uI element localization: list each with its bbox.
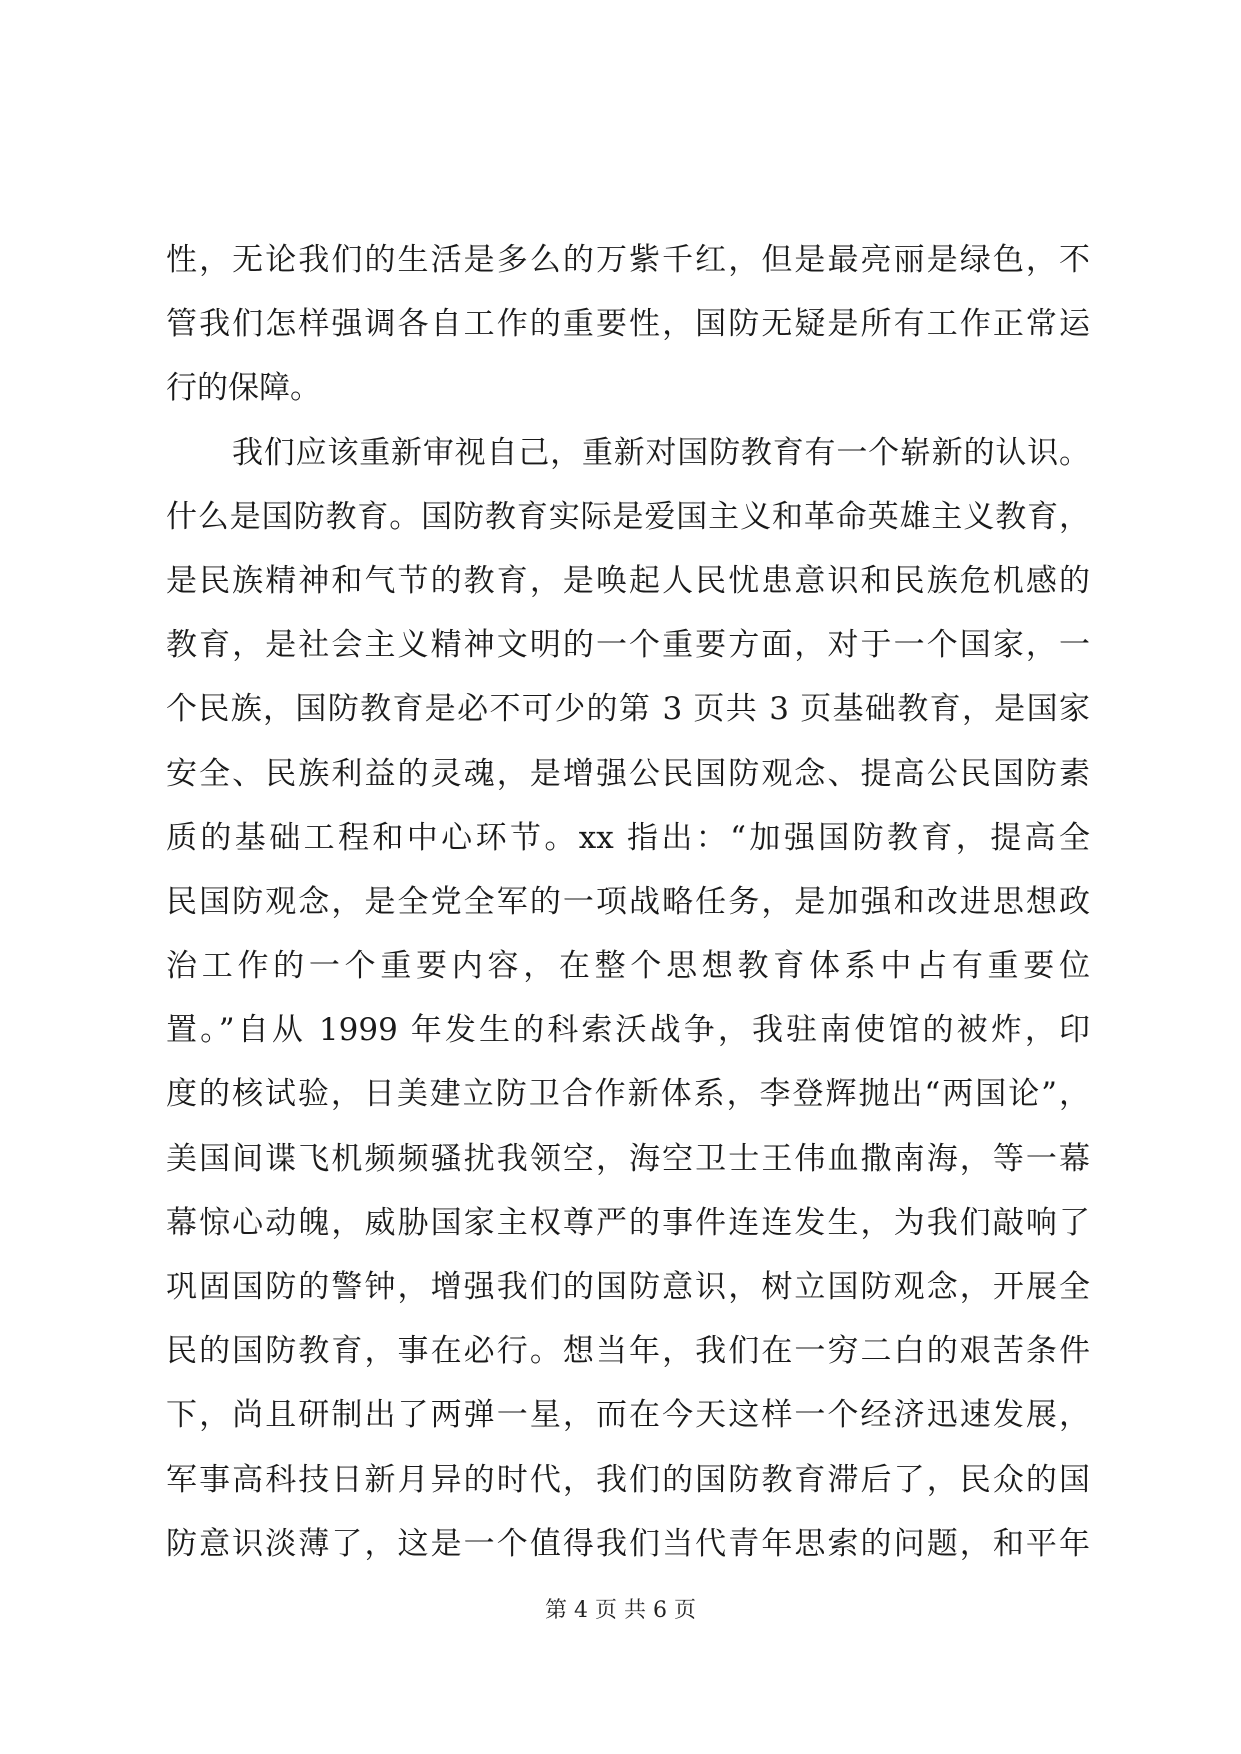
text-line: 巩固国防的警钟，增强我们的国防意识，树立国防观念，开展全	[166, 1269, 1090, 1305]
text-line: 民的国防教育，事在必行。想当年，我们在一穷二白的艰苦条件	[166, 1333, 1090, 1370]
text-line: 幕惊心动魄，威胁国家主权尊严的事件连连发生，为我们敲响了	[166, 1204, 1090, 1241]
text-line: 个民族，国防教育是必不可少的第 3 页共 3 页基础教育，是国家	[166, 691, 1090, 728]
text-line: 安全、民族利益的灵魂，是增强公民国防观念、提高公民国防素	[166, 755, 1090, 792]
text-line: 性，无论我们的生活是多么的万紫千红，但是最亮丽是绿色，不	[166, 242, 1090, 278]
text-line: 防意识淡薄了，这是一个值得我们当代青年思索的问题，和平年	[166, 1525, 1090, 1562]
text-line: 我们应该重新审视自己，重新对国防教育有一个崭新的认识。	[232, 434, 1090, 471]
text-line: 民国防观念，是全党全军的一项战略任务，是加强和改进思想政	[166, 883, 1090, 920]
text-line: 什么是国防教育。国防教育实际是爱国主义和革命英雄主义教育，	[166, 498, 1090, 535]
text-line: 行的保障。	[166, 370, 321, 407]
page-number-label: 第 4 页 共 6 页	[545, 1598, 696, 1623]
text-line: 治工作的一个重要内容，在整个思想教育体系中占有重要位	[166, 948, 1090, 985]
text-line: 军事高科技日新月异的时代，我们的国防教育滞后了，民众的国	[166, 1461, 1090, 1498]
text-line: 美国间谍飞机频频骚扰我领空，海空卫士王伟血撒南海，等一幕	[166, 1140, 1090, 1177]
text-line: 置。”自从 1999 年发生的科索沃战争，我驻南使馆的被炸，印	[166, 1012, 1090, 1049]
text-line: 质的基础工程和中心环节。xx 指出：“加强国防教育，提高全	[166, 819, 1090, 856]
text-line: 教育，是社会主义精神文明的一个重要方面，对于一个国家，一	[166, 627, 1090, 664]
text-line: 下，尚且研制出了两弹一星，而在今天这样一个经济迅速发展，	[166, 1397, 1090, 1434]
document-body	[166, 228, 1090, 1576]
text-line: 度的核试验，日美建立防卫合作新体系，李登辉抛出“两国论”，	[166, 1076, 1090, 1113]
text-line: 管我们怎样强调各自工作的重要性，国防无疑是所有工作正常运	[166, 306, 1090, 343]
page-footer	[0, 1596, 1241, 1626]
text-line: 是民族精神和气节的教育，是唤起人民忧患意识和民族危机感的	[166, 562, 1090, 599]
